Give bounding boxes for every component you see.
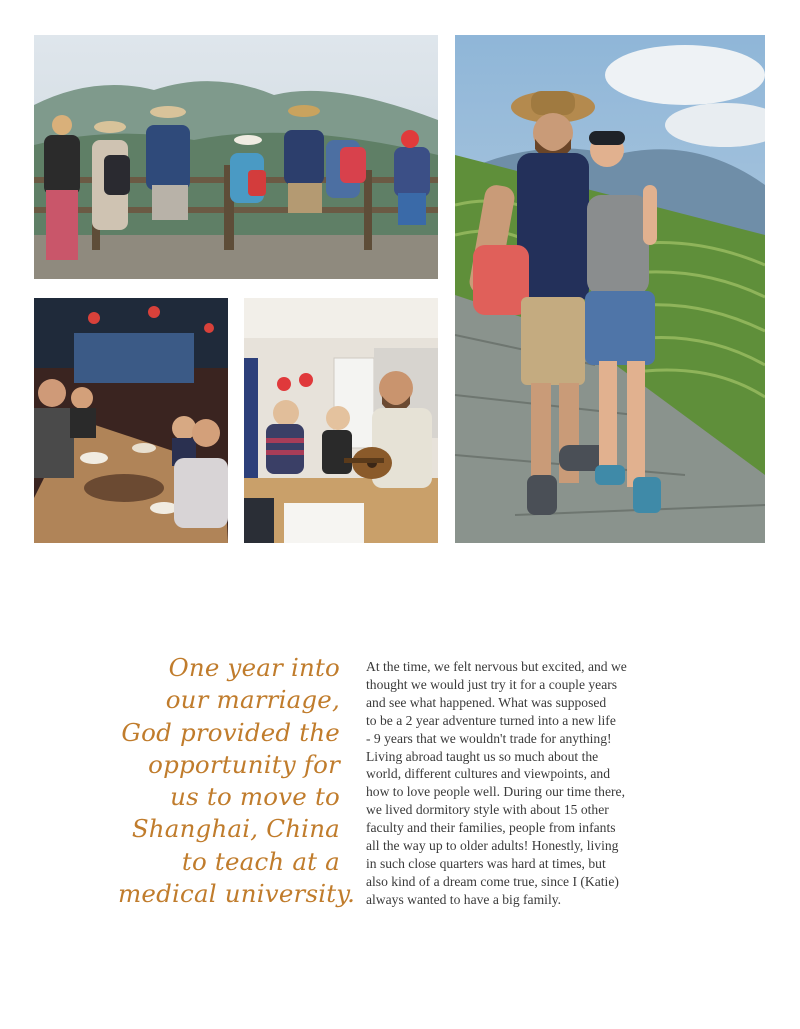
photo-guitar-kitchen xyxy=(244,298,438,543)
body-line: and see what happened. What was supposed xyxy=(366,694,607,710)
body-line: - 9 years that we wouldn't trade for anything! xyxy=(366,730,612,746)
body-line: all the way up to older adults! Honestly, living xyxy=(366,838,619,854)
body-line: Living abroad taught us so much about the xyxy=(366,748,599,764)
pull-quote-line: opportunity for xyxy=(148,749,340,779)
body-line: we lived dormitory style with about 15 other xyxy=(366,802,609,818)
photo-dinner-illustration xyxy=(34,298,228,543)
pull-quote xyxy=(118,652,356,910)
photo-group-mountain-overlook xyxy=(34,35,438,279)
pull-quote-line: our marriage, xyxy=(165,685,340,715)
pull-quote-line: us to move to xyxy=(170,782,340,812)
body-line: also kind of a dream come true, since I (Katie) xyxy=(366,873,619,889)
body-line: faculty and their families, people from infants xyxy=(366,820,616,836)
photo-couple-rice-terraces xyxy=(455,35,765,543)
photo-overlook-illustration xyxy=(34,35,438,279)
photo-restaurant-dinner xyxy=(34,298,228,543)
body-line: At the time, we felt nervous but excited, and we xyxy=(366,659,627,674)
photo-terraces-illustration xyxy=(455,35,765,543)
pull-quote-line: One year into xyxy=(168,653,340,682)
pull-quote-line: God provided the xyxy=(121,717,340,747)
body-line: always wanted to have a big family. xyxy=(366,891,562,907)
body-line: thought we would just try it for a couple years xyxy=(366,676,618,692)
body-line: how to love people well. During our time there, xyxy=(366,784,625,800)
pull-quote-line: medical university. xyxy=(118,879,356,909)
pull-quote-line: to teach at a xyxy=(181,846,340,876)
body-paragraph xyxy=(366,658,666,909)
body-line: to be a 2 year adventure turned into a new life xyxy=(366,712,616,728)
body-line: world, different cultures and viewpoints, and xyxy=(366,766,610,782)
photo-guitar-illustration xyxy=(244,298,438,543)
body-line: in such close quarters was hard at times, but xyxy=(366,855,606,871)
pull-quote-line: Shanghai, China xyxy=(131,814,340,844)
